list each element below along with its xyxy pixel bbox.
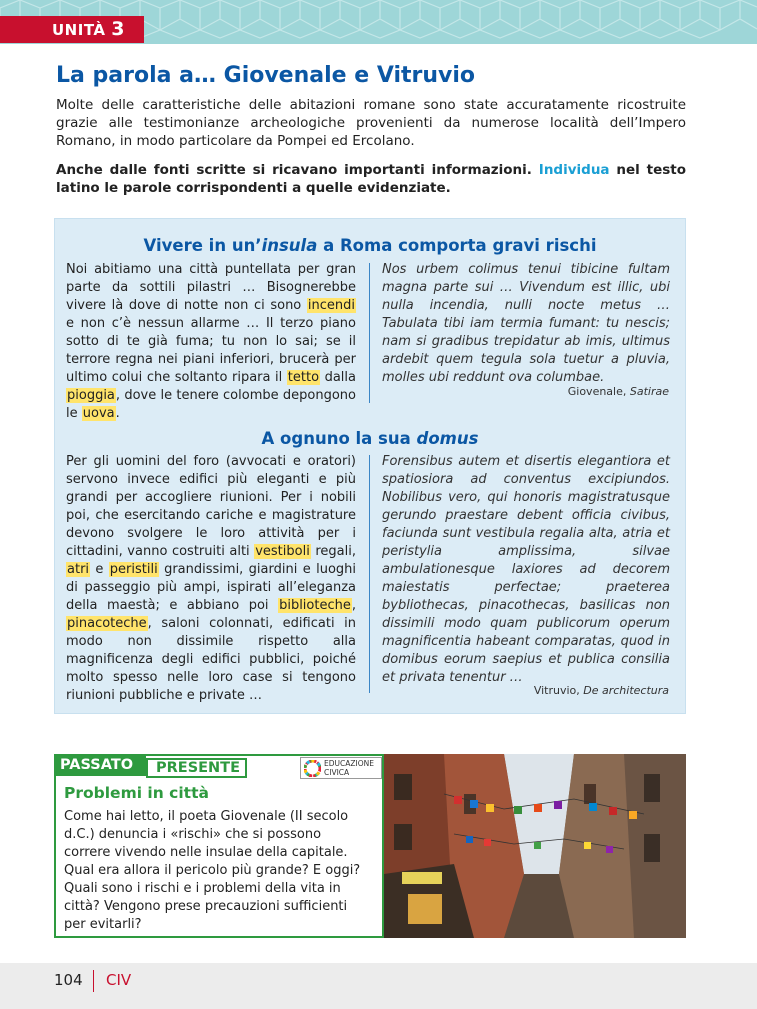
section1-title bbox=[54, 236, 686, 255]
section1-source bbox=[568, 385, 669, 398]
badge-line2: CIVICA bbox=[324, 767, 350, 777]
highlight-atri: atri bbox=[67, 562, 90, 577]
section1-latin-text: Nos urbem colimus tenui tibicine fultam magna parte sui … Vivendum est illic, ubi nulla incendia, nulli nocte metus … Tabulata tibi iam termia fumant: tu nescis; nam si gradibus trepidatur ab imis, ultimus ardebit quem tegula sola tuetur a pluvia, molles ubi reddunt ova columbae. bbox=[382, 262, 670, 385]
highlight-pinacoteche: pinacoteche bbox=[67, 616, 147, 631]
unit-number: 3 bbox=[111, 18, 125, 40]
page-title: La parola a… Giovenale e Vitruvio bbox=[56, 63, 476, 88]
source-author: Vitruvio, bbox=[533, 684, 584, 697]
instruction-part1: Anche dalle fonti scritte si ricavano importanti informazioni. bbox=[56, 162, 532, 178]
source-author: Giovenale, bbox=[567, 385, 630, 398]
section1-title-a: Vivere in un’ bbox=[143, 236, 262, 255]
instruction-paragraph bbox=[56, 161, 686, 197]
passato-presente-title: Problemi in città bbox=[64, 784, 209, 802]
text-run: e bbox=[90, 562, 109, 577]
highlight-uova: uova bbox=[82, 406, 115, 421]
section1-title-b: a Roma comporta gravi rischi bbox=[317, 236, 597, 255]
street-photo-illustration bbox=[384, 754, 686, 938]
section2-title-a: A ognuno la sua bbox=[261, 429, 417, 448]
highlight-incendi: incendi bbox=[307, 298, 355, 313]
page-number: 104 bbox=[54, 971, 83, 989]
footer-section-label: CIV bbox=[106, 971, 132, 989]
badge-text bbox=[324, 760, 374, 777]
tag-passato: PASSATO bbox=[54, 754, 146, 776]
text-run: Per gli uomini del foro (avvocati e oratori) servono invece edifici più eleganti e più grandi per accogliere riunioni. Per i nobili poi, che esercitando cariche e magistrature devono svolgere le loro attività per i cittadini, vanno costruiti alti bbox=[66, 454, 356, 559]
text-run: Noi abitiamo una città puntellata per gran parte da sottili pilastri … Bisognerebbe vivere là dove di notte non ci sono bbox=[66, 262, 356, 313]
section2-italian-text bbox=[66, 453, 356, 705]
highlight-tetto: tetto bbox=[287, 370, 320, 385]
street-photo bbox=[384, 754, 686, 938]
highlight-biblioteche: biblioteche bbox=[279, 598, 351, 613]
section1-title-italic: insula bbox=[261, 236, 318, 255]
section2-latin-text: Forensibus autem et disertis elegantiora et spatiosiora ad conventus excipiundos. Nobilibus vero, qui honoris magistratusque gerundo praestare debent officia civibus, faciunda sunt vestibula regalia alta, atria et peristylia amplissima, silvae ambulationesque laxiores ad decorem maiestatis perfectae; praeterea bybliothecas, pinacothecas, basilicas non dissimili modo quam publicorum operum magnificentia habeant comparatas, quod in domibus eorum saepius et publica consilia et privata tenentur … bbox=[382, 454, 670, 685]
sdg-wheel-icon bbox=[304, 760, 321, 777]
passato-presente-text: Come hai letto, il poeta Giovenale (II secolo d.C.) denuncia i «rischi» che si possono correre vivendo nelle insulae della capitale. Qual era allora il pericolo più grande? E oggi? Quali sono i rischi e i problemi della vita in città? Vengono prese precauzioni sufficienti per evitarli? bbox=[64, 809, 361, 932]
unit-label: UNITÀ bbox=[52, 21, 106, 39]
section2-title-italic: domus bbox=[416, 429, 479, 448]
instruction-part2: nel testo latino le parole corrispondenti a quelle evidenziate. bbox=[56, 162, 687, 196]
text-run: dalla bbox=[320, 370, 356, 385]
unit-tab bbox=[0, 16, 144, 43]
text-run: . bbox=[115, 406, 120, 421]
source-work: Satirae bbox=[629, 385, 669, 398]
intro-paragraph: Molte delle caratteristiche delle abitazioni romane sono state accuratamente ricostruite grazie alle testimonianze archeologiche provenienti da numerose località dell’Impero Romano, in modo particolare da Pompei ed Ercolano. bbox=[56, 97, 686, 149]
educazione-civica-badge bbox=[300, 757, 382, 779]
text-run: , bbox=[351, 598, 356, 613]
instruction-highlight: Individua bbox=[538, 162, 610, 178]
column-divider bbox=[369, 455, 370, 693]
column-divider bbox=[369, 263, 370, 403]
section1-italian-text bbox=[66, 261, 356, 423]
text-run: grandissimi, giardini e luoghi di passeggio più ampi, ispirati all’eleganza della maestà; e abbiano poi bbox=[66, 562, 356, 613]
text-run: , dove le tenere colombe depongono le bbox=[66, 388, 356, 421]
section2-title bbox=[54, 429, 686, 448]
badge-line1: EDUCAZIONE bbox=[324, 759, 374, 768]
source-work: De architectura bbox=[583, 684, 669, 697]
highlight-vestiboli: vestiboli bbox=[255, 544, 310, 559]
tag-presente: PRESENTE bbox=[146, 758, 247, 778]
text-run: , saloni colonnati, edificati in modo non dissimile rispetto alla magnificenza degli edifici pubblici, poiché molto spesso nelle loro case si tengono riunioni pubbliche e private … bbox=[66, 616, 356, 703]
highlight-peristili: peristili bbox=[109, 562, 158, 577]
footer-divider bbox=[93, 970, 94, 992]
text-run: e non c’è nessun allarme … Il terzo piano sotto di te già fuma; tu non lo sai; se il terrore regna nei piani inferiori, brucerà per ultimo colui che soltanto ripara il bbox=[66, 316, 356, 385]
highlight-pioggia: pioggia bbox=[67, 388, 115, 403]
text-run: regali, bbox=[310, 544, 356, 559]
section2-source bbox=[534, 684, 669, 697]
